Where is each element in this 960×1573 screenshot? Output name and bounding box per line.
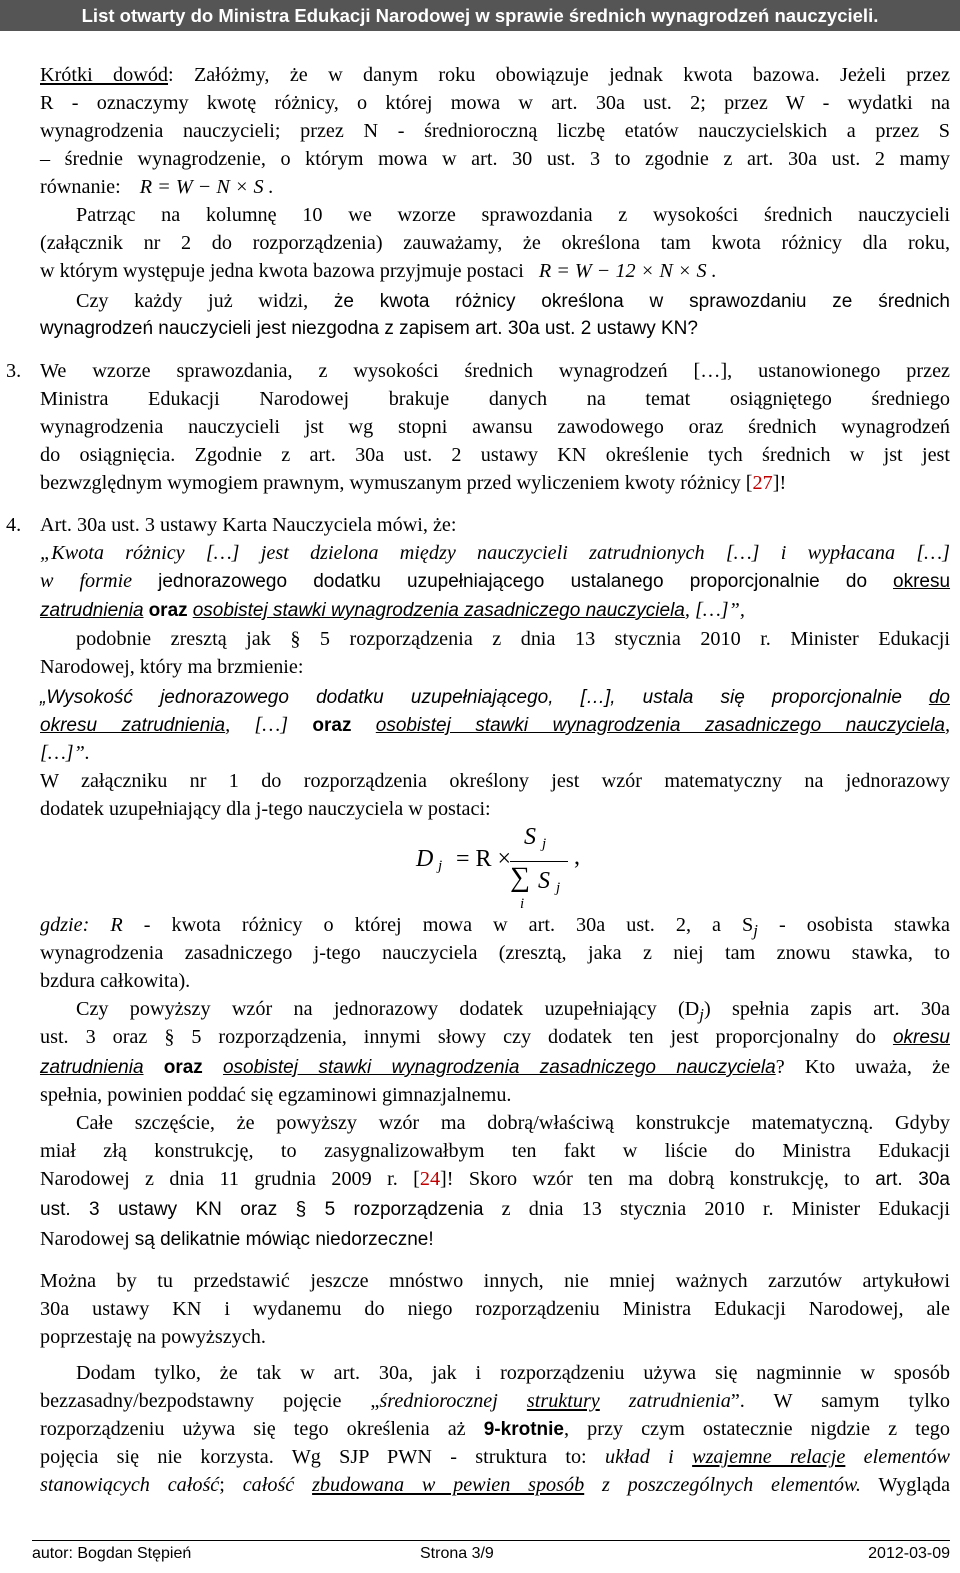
point-3-line-4: do osiągnięcia. Zgodnie z art. 30a ust. 2 ustawy KN określenie tych średnich w jst jest — [40, 444, 950, 466]
footer-page-number: Strona 3/9 — [420, 1545, 494, 1562]
footer-divider — [32, 1540, 950, 1541]
equation: R = W − N × S . — [139, 176, 274, 198]
where-line-1: gdzie: R - kwota różnicy o której mowa w art. 30a ust. 2, a $S_j$ - osobista stawka — [40, 914, 951, 941]
final-line-1: Dodam tylko, że tak w art. 30a, jak i rozporządzeniu używa się nagminnie w sposób — [76, 1362, 950, 1384]
point-3-line-2: Ministra Edukacji Narodowej brakuje danych na temat osiągniętego średniego — [40, 388, 950, 410]
proof-line-6: Patrząc na kolumnę 10 we wzorze sprawozdania z wysokości średnich nauczycieli — [76, 204, 950, 226]
luck-line-5: Narodowej są delikatnie mówiąc niedorzeczne! — [40, 1228, 434, 1250]
where-line-2: wynagrodzenia zasadniczego j-tego nauczyciela (zresztą, jaka z niej tam znowu stawka, to — [40, 942, 950, 964]
luck-line-4: ust. 3 ustawy KN oraz § 5 rozporządzenia z dnia 13 stycznia 2010 r. Minister Edukacji — [40, 1198, 950, 1220]
point-4-line-1: Art. 30a ust. 3 ustawy Karta Nauczyciela mówi, że: — [40, 514, 457, 536]
question-line-1: Czy powyższy wzór na jednorazowy dodatek uzupełniający $(D_j)$ spełnia zapis art. 30a — [76, 998, 950, 1025]
question-line-4: spełnia, powinien poddać się egzaminowi gimnazjalnemu. — [40, 1084, 512, 1106]
proof-line-10: wynagrodzeń nauczycieli jest niezgodna z zapisem art. 30a ust. 2 ustawy KN? — [40, 318, 698, 339]
quote-2-line-3: […]”. — [40, 742, 90, 764]
closing-line-1: Można by tu przedstawić jeszcze mnóstwo innych, nie mniej ważnych zarzutów artykułowi — [40, 1270, 950, 1292]
proof-line-1: Krótki dowód: Załóżmy, że w danym roku obowiązuje jednak kwota bazowa. Jeżeli przez — [40, 64, 950, 86]
final-line-4: pojęcia się nie korzysta. Wg SJP PWN - struktura to: układ i wzajemne relacje elementów — [40, 1446, 951, 1468]
point-3-line-5: bezwzględnym wymogiem prawnym, wymuszanym przed wyliczeniem kwoty różnicy [27]! — [40, 472, 787, 494]
where-line-3: bzdura całkowita). — [40, 970, 191, 992]
closing-line-2: 30a ustawy KN i wydanemu do niego rozporządzeniu Ministra Edukacji Narodowej, ale — [40, 1298, 950, 1320]
final-line-2: bezzasadny/bezpodstawny pojęcie „średniorocznej struktury zatrudnienia”. W samym tylko — [40, 1390, 950, 1412]
quote-2-line-1: „Wysokość jednorazowego dodatku uzupełniającego, […], ustala się proporcjonalnie do — [40, 687, 950, 708]
page-header: List otwarty do Ministra Edukacji Narodowej w sprawie średnich wynagrodzeń nauczycieli. — [0, 0, 960, 31]
proof-label: Krótki dowód — [40, 64, 169, 86]
reference-27[interactable]: 27 — [752, 472, 773, 494]
quote-1-line-1: „Kwota różnicy […] jest dzielona między nauczycieli zatrudnionych […] i wypłacana […] — [40, 542, 950, 564]
proof-line-3: wynagrodzenia nauczycieli; przez N - średnioroczną liczbę etatów nauczycielskich a przez S — [40, 120, 950, 142]
luck-line-2: miał złą konstrukcję, to zasygnalizowałbym ten fakt w liście do Ministra Edukacji — [40, 1140, 950, 1162]
luck-line-1: Całe szczęście, że powyższy wzór ma dobrą/właściwą konstrukcje matematyczną. Gdyby — [76, 1112, 950, 1134]
point-4-number: 4. — [6, 514, 22, 536]
luck-line-3: Narodowej z dnia 11 grudnia 2009 r. [24]! Skoro wzór ten ma dobrą konstrukcję, to art. 30a — [40, 1168, 951, 1190]
proof-line-2: R - oznaczymy kwotę różnicy, o której mowa w art. 30a ust. 2; przez W - wydatki na — [40, 92, 950, 114]
point-3-number: 3. — [6, 360, 22, 382]
question-line-3: zatrudnienia oraz osobistej stawki wynagrodzenia zasadniczego nauczyciela? Kto uważa, że — [40, 1056, 951, 1078]
proof-line-5: równanie: R = W − N × S . — [40, 176, 274, 198]
quote-2-line-2: okresu zatrudnienia, […] oraz osobistej stawki wynagrodzenia zasadniczego nauczyciela, — [40, 714, 951, 736]
point-3-line-1: We wzorze sprawozdania, z wysokości średnich wynagrodzeń […], ustanowionego przez — [40, 360, 950, 382]
proof-line-7: (załącznik nr 2 do rozporządzenia) zauważamy, że określona tam kwota różnicy dla roku, — [40, 232, 950, 254]
point-4-line-5: Narodowej, który ma brzmienie: — [40, 656, 304, 678]
final-line-3: rozporządzeniu używa się tego określenia aż 9-krotnie, przy czym ostatecznie nigdzie z tego — [40, 1418, 950, 1440]
point-4-line-7: W załączniku nr 1 do rozporządzenia określony jest wzór matematyczny na jednorazowy — [40, 770, 950, 792]
quote-1-line-3: zatrudnienia oraz osobistej stawki wynagrodzenia zasadniczego nauczyciela, […]”, — [40, 599, 745, 621]
proof-line-4: – średnie wynagrodzenie, o którym mowa w art. 30 ust. 3 to zgodnie z art. 30a ust. 2 mamy — [40, 148, 950, 170]
point-4-line-4: podobnie zresztą jak § 5 rozporządzenia z dnia 13 stycznia 2010 r. Minister Edukacji — [76, 628, 950, 650]
proof-line-8: w którym występuje jedna kwota bazowa przyjmuje postaci R = W − 12 × N × S . — [40, 260, 717, 282]
footer-date: 2012-03-09 — [868, 1545, 950, 1562]
quote-1-line-2: w formie jednorazowego dodatku uzupełniającego ustalanego proporcjonalnie do okresu — [40, 570, 951, 592]
point-3-line-3: wynagrodzenia nauczycieli jst wg stopni awansu zawodowego oraz średnich wynagrodzeń — [40, 416, 950, 438]
dj-formula: D j = R × S j ∑ S j i , — [416, 824, 580, 912]
closing-line-3: poprzestaję na powyższych. — [40, 1326, 266, 1348]
equation: R = W − 12 × N × S . — [538, 260, 717, 282]
final-line-5: stanowiących całość; całość zbudowana w pewien sposób z poszczególnych elementów. Wygląda — [40, 1474, 951, 1496]
reference-24[interactable]: 24 — [419, 1168, 441, 1190]
point-4-line-8: dodatek uzupełniający dla j-tego nauczyciela w postaci: — [40, 798, 491, 820]
footer-author: autor: Bogdan Stępień — [32, 1545, 192, 1562]
question-line-2: ust. 3 oraz § 5 rozporządzenia, innymi słowy czy dodatek ten jest proporcjonalny do okresu — [40, 1026, 950, 1048]
proof-line-9: Czy każdy już widzi, że kwota różnicy określona w sprawozdaniu ze średnich — [76, 290, 951, 312]
